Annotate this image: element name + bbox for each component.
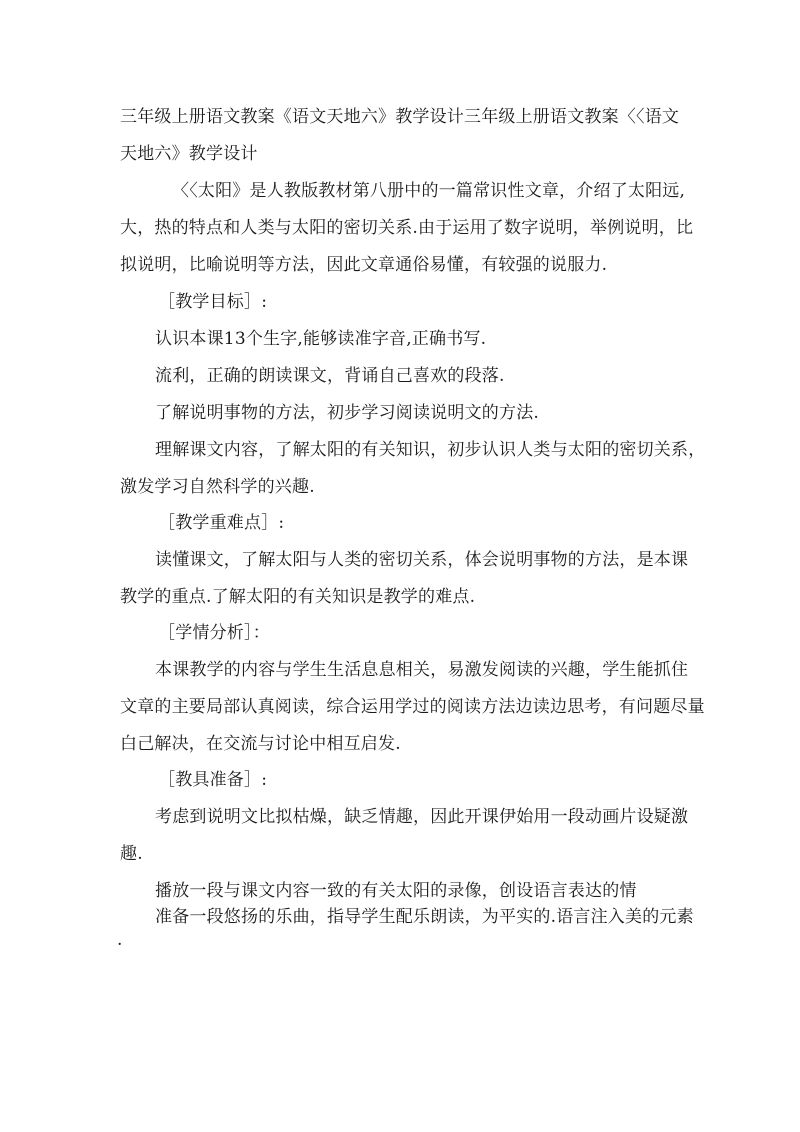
title-line-1: 三年级上册语文教案《语文天地六》教学设计三年级上册语文教案〈〈语文: [120, 107, 680, 127]
prep-line-1-cont: 趣.: [120, 844, 143, 864]
intro-line-1: 〈〈太阳》是人教版教材第八册中的一篇常识性文章，介绍了太阳远,: [172, 181, 686, 201]
analysis-line-3: 白己解决，在交流与讨论中相互启发.: [120, 734, 401, 754]
title-line-2: 天地六》教学设计: [120, 144, 258, 164]
goal-item-4: 理解课文内容，了解太阳的有关知识，初步认识人类与太阳的密切关系，: [155, 440, 706, 460]
analysis-heading: ［学情分析］：: [158, 623, 270, 643]
goal-item-1: 认识本课13个生字,能够读准字音,正确书写.: [155, 329, 487, 349]
prep-heading: ［教具准备］:: [158, 770, 268, 790]
goal-item-3: 了解说明事物的方法，初步学习阅读说明文的方法.: [155, 403, 540, 423]
difficulty-heading: ［教学重难点］:: [158, 513, 285, 533]
intro-line-3: 拟说明，比喻说明等方法，因此文章通俗易懂，有较强的说服力.: [120, 255, 608, 275]
prep-line-3-cont: .: [117, 930, 123, 950]
goal-item-4-cont: 激发学习自然科学的兴趣.: [120, 477, 315, 497]
goal-item-2: 流利，正确的朗读课文，背诵自己喜欢的段落.: [155, 366, 505, 386]
difficulty-line-1: 读懂课文，了解太阳与人类的密切关系，体会说明事物的方法，是本课: [155, 550, 689, 570]
prep-line-1: 考虑到说明文比拟枯燥，缺乏情趣，因此开课伊始用一段动画片设疑激: [155, 807, 689, 827]
goals-heading: ［教学目标］:: [158, 292, 268, 312]
difficulty-line-2: 教学的重点.了解太阳的有关知识是教学的难点.: [120, 587, 476, 607]
prep-line-3: 准备一段悠扬的乐曲，指导学生配乐朗读，为平实的.语言注入美的元素: [155, 907, 694, 927]
analysis-line-2: 文章的主要局部认真阅读，综合运用学过的阅读方法边读边思考，有问题尽量: [120, 697, 705, 717]
prep-line-2: 播放一段与课文内容一致的有关太阳的录像，创设语言表达的情: [155, 881, 637, 901]
intro-line-2: 大，热的特点和人类与太阳的密切关系.由于运用了数字说明，举例说明，比: [120, 218, 694, 238]
analysis-line-1: 本课教学的内容与学生生活息息相关，易激发阅读的兴趣，学生能抓住: [155, 660, 689, 680]
